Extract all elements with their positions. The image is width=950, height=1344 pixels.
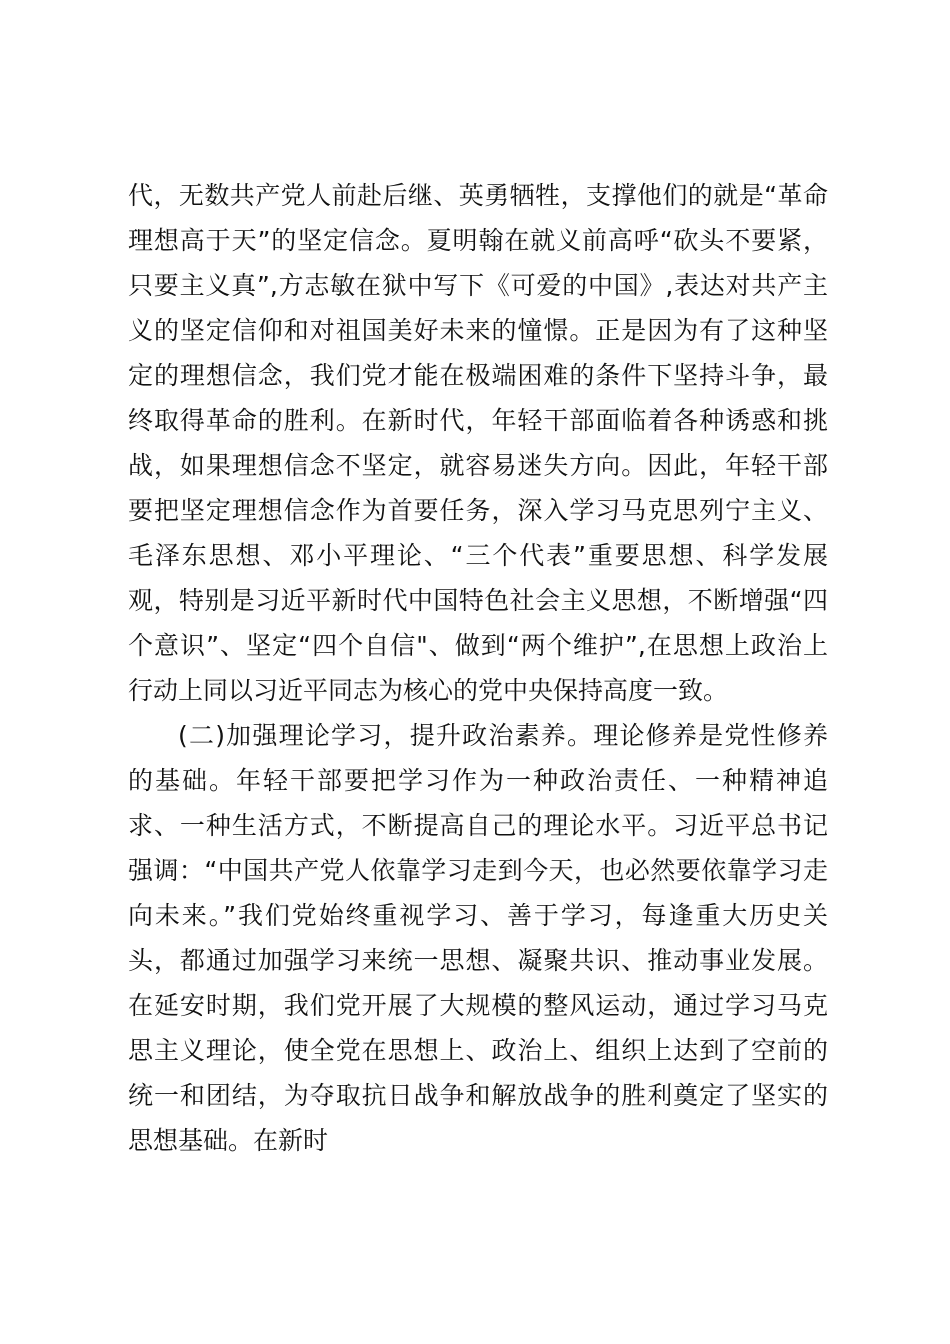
text-line: 个意识”、坚定“四个自信"、做到“两个维护”,在思想上政治上 xyxy=(128,631,828,660)
text-line: 在延安时期，我们党开展了大规模的整风运动，通过学习马克 xyxy=(128,991,828,1020)
section-heading-line: (二)加强理论学习，提升政治素养。理论修养是党性修养 xyxy=(178,721,828,750)
text-line: 只要主义真”,方志敏在狱中写下《可爱的中国》,表达对共产主 xyxy=(128,271,828,300)
text-line: 代，无数共产党人前赴后继、英勇牺牲，支撑他们的就是“革命 xyxy=(128,181,828,210)
text-line: 终取得革命的胜利。在新时代，年轻干部面临着各种诱惑和挑 xyxy=(128,406,828,435)
text-line: 思想基础。在新时 xyxy=(128,1126,329,1155)
text-line: 求、一种生活方式，不断提高自己的理论水平。习近平总书记 xyxy=(128,811,828,840)
text-line: 强调：“中国共产党人依靠学习走到今天，也必然要依靠学习走 xyxy=(128,856,828,885)
text-line: 统一和团结，为夺取抗日战争和解放战争的胜利奠定了坚实的 xyxy=(128,1081,828,1110)
text-line: 理想高于天”的坚定信念。夏明翰在就义前高呼“砍头不要紧， xyxy=(128,226,828,255)
text-line: 的基础。年轻干部要把学习作为一种政治责任、一种精神追 xyxy=(128,766,828,795)
text-line: 义的坚定信仰和对祖国美好未来的憧憬。正是因为有了这种坚 xyxy=(128,316,828,345)
text-line: 定的理想信念，我们党才能在极端困难的条件下坚持斗争，最 xyxy=(128,361,828,390)
text-line: 思主义理论，使全党在思想上、政治上、组织上达到了空前的 xyxy=(128,1036,828,1065)
text-line: 向未来。”我们党始终重视学习、善于学习，每逢重大历史关 xyxy=(128,901,828,930)
text-line: 头，都通过加强学习来统一思想、凝聚共识、推动事业发展。 xyxy=(128,946,828,975)
text-line: 要把坚定理想信念作为首要任务，深入学习马克思列宁主义、 xyxy=(128,496,828,525)
text-line: 战，如果理想信念不坚定，就容易迷失方向。因此，年轻干部 xyxy=(128,451,828,480)
text-line: 观，特别是习近平新时代中国特色社会主义思想，不断增强“四 xyxy=(128,586,828,615)
text-line: 毛泽东思想、邓小平理论、“三个代表”重要思想、科学发展 xyxy=(128,541,828,570)
text-line: 行动上同以习近平同志为核心的党中央保持高度一致。 xyxy=(128,676,729,705)
body-text xyxy=(128,173,828,1163)
